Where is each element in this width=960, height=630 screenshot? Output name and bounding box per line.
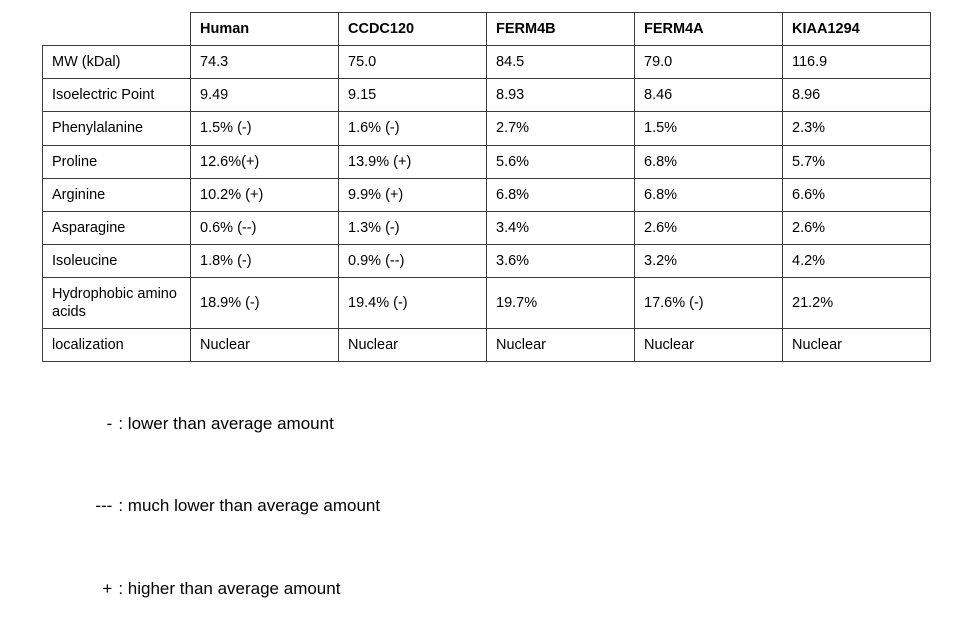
table-row — [43, 211, 931, 244]
table-row — [43, 112, 931, 145]
legend-item — [42, 465, 380, 548]
column-header-ferm4a: FERM4A — [635, 13, 783, 46]
legend-text: : higher than average amount — [118, 578, 341, 598]
table-row — [43, 46, 931, 79]
table-cell: 9.15 — [339, 79, 487, 112]
row-label: Asparagine — [43, 211, 191, 244]
row-label: localization — [43, 329, 191, 362]
table-cell: 19.4% (-) — [339, 278, 487, 329]
table-cell: 84.5 — [487, 46, 635, 79]
table-cell: 13.9% (+) — [339, 145, 487, 178]
legend-item — [42, 547, 380, 630]
table-cell: 75.0 — [339, 46, 487, 79]
table-row — [43, 329, 931, 362]
table-cell: 2.7% — [487, 112, 635, 145]
table-cell: 2.3% — [783, 112, 931, 145]
table-cell: Nuclear — [487, 329, 635, 362]
table-cell: 0.6% (--) — [191, 211, 339, 244]
table-cell: 1.8% (-) — [191, 244, 339, 277]
protein-comparison-table-wrapper — [42, 12, 930, 362]
column-header-ccdc120: CCDC120 — [339, 13, 487, 46]
table-cell: 1.5% — [635, 112, 783, 145]
row-label: Isoelectric Point — [43, 79, 191, 112]
table-cell: 3.6% — [487, 244, 635, 277]
legend — [42, 382, 380, 630]
table-cell: 9.9% (+) — [339, 178, 487, 211]
table-cell: 6.6% — [783, 178, 931, 211]
table-cell: 116.9 — [783, 46, 931, 79]
protein-comparison-table — [42, 12, 931, 362]
table-row — [43, 244, 931, 277]
table-cell: 9.49 — [191, 79, 339, 112]
table-corner-cell — [43, 13, 191, 46]
table-row — [43, 278, 931, 329]
table-cell: Nuclear — [191, 329, 339, 362]
table-cell: 3.2% — [635, 244, 783, 277]
table-row — [43, 79, 931, 112]
table-header-row — [43, 13, 931, 46]
legend-item — [42, 382, 380, 465]
column-header-ferm4b: FERM4B — [487, 13, 635, 46]
table-row — [43, 178, 931, 211]
table-cell: 6.8% — [635, 145, 783, 178]
table-cell: 5.6% — [487, 145, 635, 178]
table-cell: 79.0 — [635, 46, 783, 79]
table-cell: 2.6% — [635, 211, 783, 244]
table-cell: 10.2% (+) — [191, 178, 339, 211]
table-cell: 8.96 — [783, 79, 931, 112]
table-cell: 12.6%(+) — [191, 145, 339, 178]
row-label: Isoleucine — [43, 244, 191, 277]
column-header-kiaa1294: KIAA1294 — [783, 13, 931, 46]
table-cell: 4.2% — [783, 244, 931, 277]
table-cell: 2.6% — [783, 211, 931, 244]
table-cell: 17.6% (-) — [635, 278, 783, 329]
row-label: MW (kDal) — [43, 46, 191, 79]
table-row — [43, 145, 931, 178]
column-header-human: Human — [191, 13, 339, 46]
table-cell: Nuclear — [339, 329, 487, 362]
table-cell: 1.6% (-) — [339, 112, 487, 145]
table-cell: 74.3 — [191, 46, 339, 79]
row-label: Arginine — [43, 178, 191, 211]
table-cell: Nuclear — [783, 329, 931, 362]
table-cell: Nuclear — [635, 329, 783, 362]
table-cell: 8.46 — [635, 79, 783, 112]
table-cell: 19.7% — [487, 278, 635, 329]
table-cell: 8.93 — [487, 79, 635, 112]
table-cell: 3.4% — [487, 211, 635, 244]
legend-symbol: --- — [95, 496, 113, 516]
table-cell: 18.9% (-) — [191, 278, 339, 329]
table-cell: 5.7% — [783, 145, 931, 178]
table-cell: 6.8% — [635, 178, 783, 211]
table-cell: 1.5% (-) — [191, 112, 339, 145]
row-label: Phenylalanine — [43, 112, 191, 145]
table-cell: 1.3% (-) — [339, 211, 487, 244]
legend-text: : lower than average amount — [118, 413, 334, 433]
table-cell: 0.9% (--) — [339, 244, 487, 277]
legend-symbol: + — [102, 578, 113, 598]
legend-symbol: - — [106, 413, 113, 433]
table-cell: 21.2% — [783, 278, 931, 329]
row-label: Hydrophobic amino acids — [43, 278, 191, 329]
legend-text: : much lower than average amount — [118, 496, 381, 516]
row-label: Proline — [43, 145, 191, 178]
table-cell: 6.8% — [487, 178, 635, 211]
